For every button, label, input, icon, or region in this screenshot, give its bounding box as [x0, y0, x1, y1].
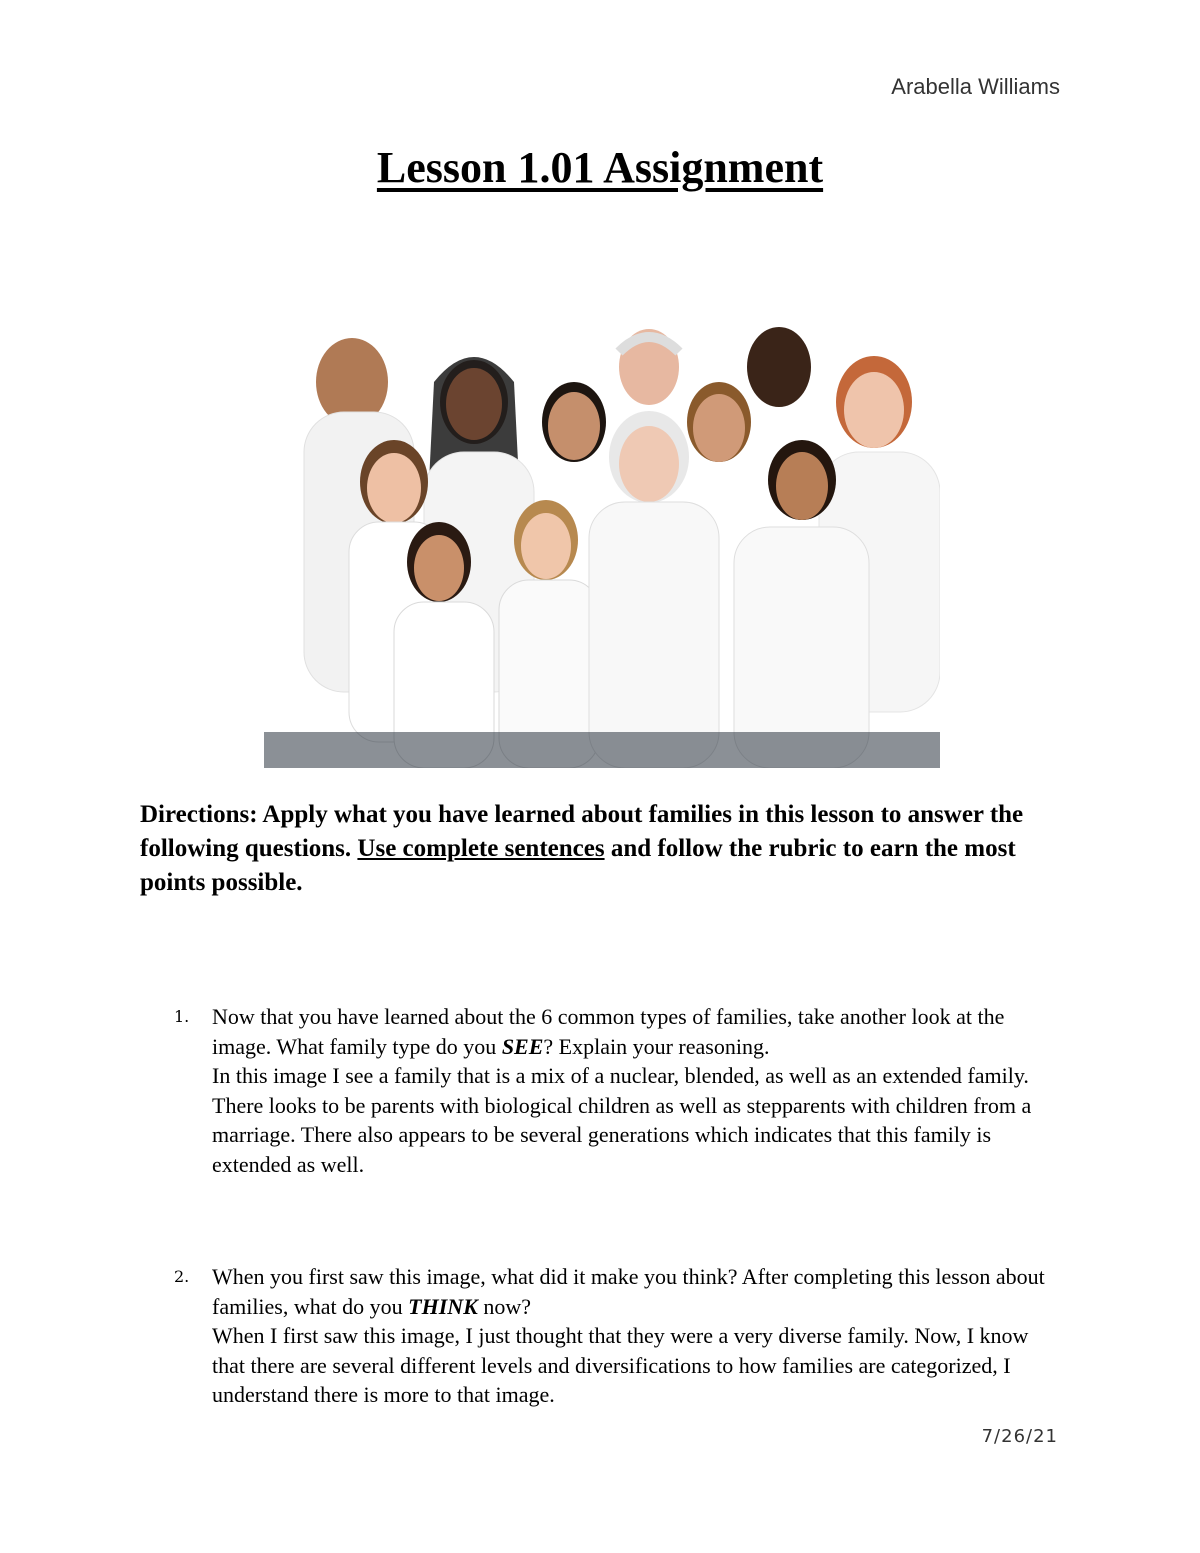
question-number: 2.	[174, 1267, 190, 1286]
prompt-emphasis: THINK	[408, 1293, 478, 1319]
question-2	[140, 1262, 1060, 1410]
question-answer: In this image I see a family that is a mix of a nuclear, blended, as well as an extended family. There looks to be parents with biological children as well as stepparents with children from a marriage. There also appears to be several generations which indicates that this family is extended as well.	[212, 1063, 1032, 1177]
directions-text	[140, 798, 1060, 900]
footer-date: 7/26/21	[981, 1426, 1058, 1447]
question-1	[140, 1002, 1060, 1179]
question-prompt: When you first saw this image, what did it make you think? After completing this lesson about families, what do you THINK now?	[212, 1264, 1045, 1319]
question-prompt: Now that you have learned about the 6 common types of families, take another look at the image. What family type do you SEE? Explain your reasoning.	[212, 1004, 1005, 1059]
family-photo	[264, 312, 940, 768]
author-name: Arabella Williams	[891, 74, 1060, 99]
directions-underlined: Use complete sentences	[357, 835, 605, 862]
prompt-emphasis: SEE	[501, 1033, 544, 1059]
directions-part2: and follow the rubric to earn the most points possible.	[140, 835, 1016, 896]
question-answer: When I first saw this image, I just thought that they were a very diverse family. Now, I know that there are several different levels and diversifications to how families are categorized, I understand there is more to that image.	[212, 1323, 1029, 1407]
page-title: Lesson 1.01 Assignment	[376, 143, 824, 192]
question-number: 1.	[174, 1007, 190, 1026]
directions-part1: Directions: Apply what you have learned about families in this lesson to answer the following questions.	[140, 801, 1024, 862]
